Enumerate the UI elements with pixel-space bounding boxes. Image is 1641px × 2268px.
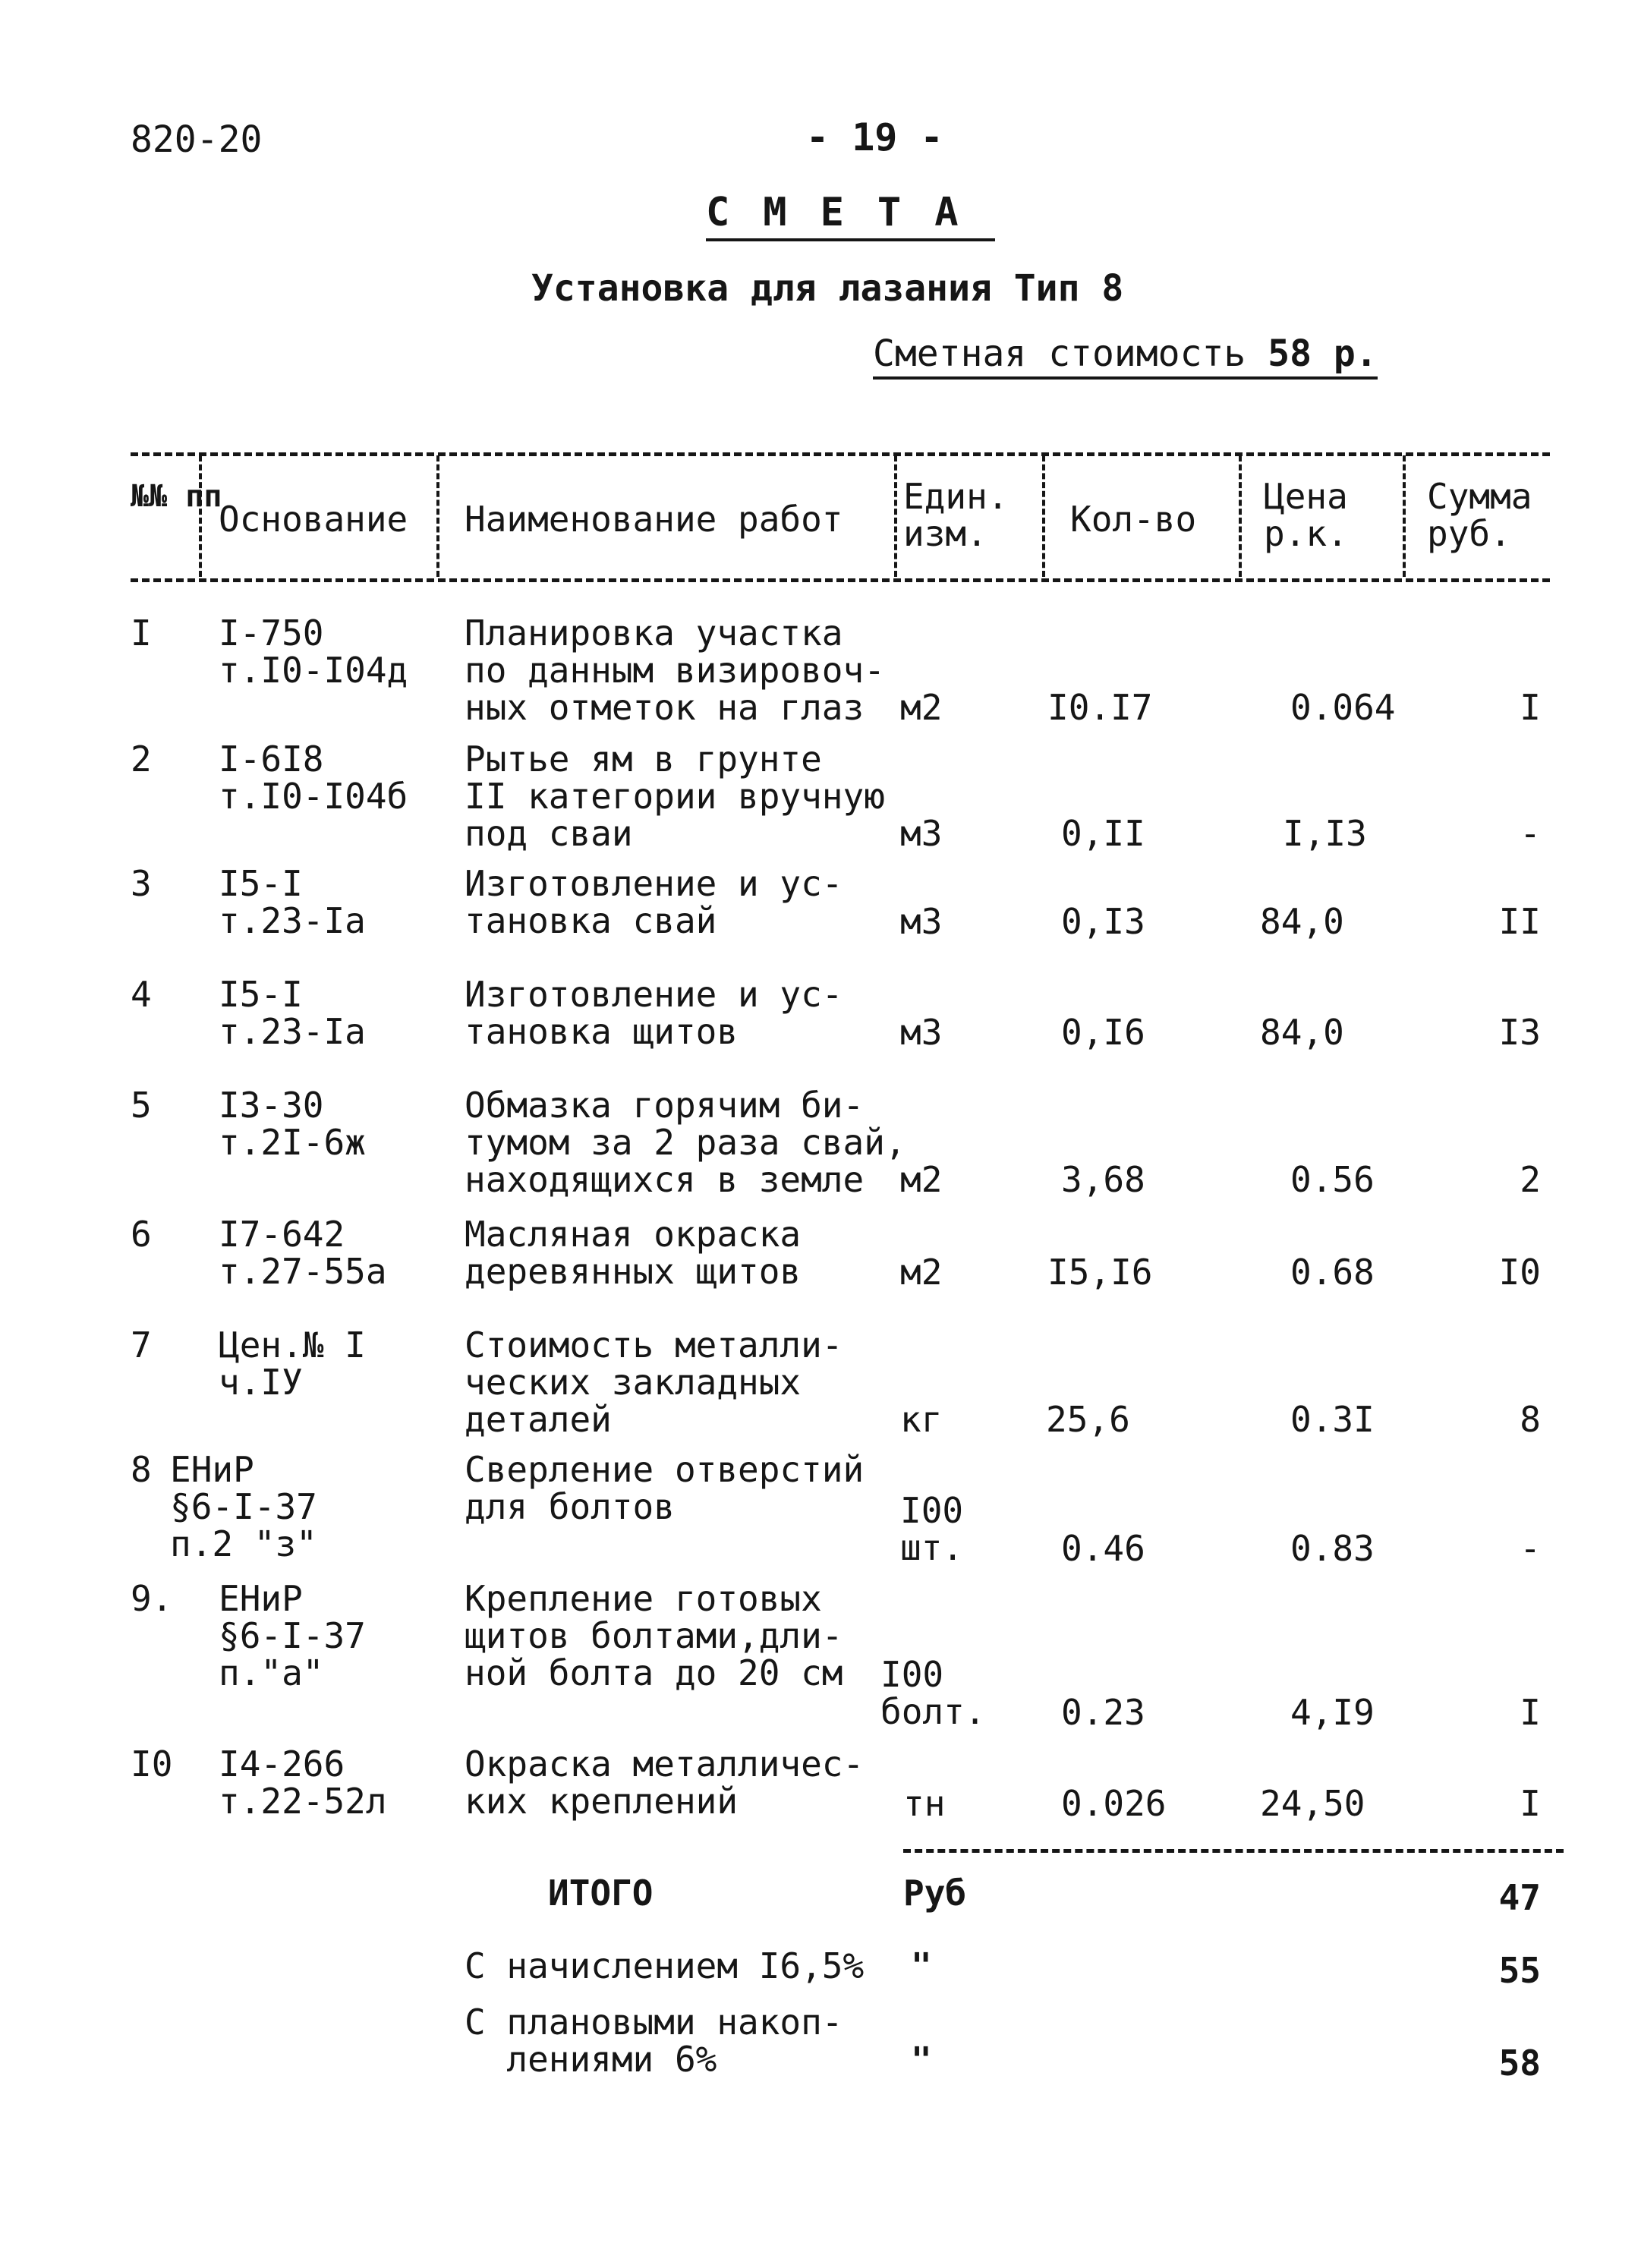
row-unit: м2 — [900, 1159, 943, 1200]
row-unit: м3 — [900, 1012, 943, 1053]
row-work-name: Рытье ям в грунте II категории вручную под сваи — [465, 739, 885, 854]
header-separator — [1042, 455, 1045, 577]
row-work-name: Изготовление и ус- тановка щитов — [465, 974, 843, 1052]
row-unit: м3 — [900, 813, 943, 854]
table-header-bottom-rule — [131, 578, 1550, 582]
header-separator — [1403, 455, 1406, 577]
row-basis: I-750 т.I0-I04д — [219, 613, 408, 691]
row-number: 4 — [131, 974, 152, 1015]
total-label: ИТОГО — [548, 1873, 654, 1914]
totals-rule — [903, 1849, 1564, 1853]
col-header-work-name: Наименование работ — [465, 499, 843, 540]
header-separator — [894, 455, 897, 577]
row-work-name: Стоимость металли- ческих закладных деталей — [465, 1325, 843, 1440]
row-basis: I5-I т.23-Iа — [219, 974, 366, 1052]
row-quantity: 0.46 — [1061, 1528, 1145, 1569]
total-unit: Руб — [903, 1873, 967, 1914]
row-sum: I — [1520, 1692, 1541, 1733]
row-unit: I00 шт. — [900, 1490, 964, 1568]
row-price: 84,0 — [1260, 1012, 1344, 1053]
row-work-name: Планировка участка по данным визировоч- ных отметок на глаз — [465, 613, 885, 728]
row-number: 9. — [131, 1578, 173, 1619]
row-price: 4,I9 — [1290, 1692, 1375, 1733]
row-work-name: Окраска металличес- ких креплений — [465, 1744, 865, 1822]
row-number: 5 — [131, 1085, 152, 1126]
estimated-cost-label: Сметная стоимость — [873, 332, 1246, 375]
row-quantity: 0,II — [1061, 813, 1145, 854]
row-unit: м2 — [900, 687, 943, 728]
row-price: 0.68 — [1290, 1252, 1375, 1293]
row-quantity: 0,I3 — [1061, 901, 1145, 942]
row-unit: м3 — [900, 901, 943, 942]
row-sum: - — [1520, 813, 1541, 854]
estimated-cost-value: 58 р. — [1268, 332, 1378, 375]
row-basis: ЕНиР §6-I-37 п."а" — [219, 1578, 366, 1693]
row-basis: I5-I т.23-Iа — [219, 863, 366, 941]
total-unit: " — [911, 2040, 932, 2081]
row-sum: I0 — [1498, 1252, 1541, 1293]
document-title: СМЕТА — [706, 190, 995, 241]
row-unit: I00 болт. — [880, 1654, 986, 1732]
row-quantity: 0.23 — [1061, 1692, 1145, 1733]
header-separator — [436, 455, 439, 577]
row-price: 0.064 — [1290, 687, 1396, 728]
row-sum: - — [1520, 1528, 1541, 1569]
total-unit: " — [911, 1945, 932, 1986]
col-header-price: Цена р.к. — [1264, 476, 1348, 554]
row-number: 7 — [131, 1325, 152, 1366]
row-quantity: 0.026 — [1061, 1783, 1167, 1824]
page-number: - 19 - — [806, 115, 943, 159]
estimated-cost — [873, 332, 1378, 380]
row-sum: I — [1520, 687, 1541, 728]
col-header-sum: Сумма руб. — [1427, 476, 1532, 554]
row-price: 24,50 — [1260, 1783, 1365, 1824]
header-separator — [199, 455, 202, 577]
row-sum: 8 — [1520, 1399, 1541, 1440]
row-quantity: 25,6 — [1046, 1399, 1130, 1440]
row-quantity: I0.I7 — [1047, 687, 1153, 728]
row-number: 6 — [131, 1214, 152, 1255]
row-number: I — [131, 613, 152, 654]
row-number: 3 — [131, 863, 152, 904]
row-number: I0 — [131, 1744, 173, 1784]
total-value: 55 — [1498, 1950, 1541, 1991]
row-work-name: Крепление готовых щитов болтами,дли- ной болта до 20 см — [465, 1578, 843, 1693]
row-price: 0.56 — [1290, 1159, 1375, 1200]
col-header-number: №№ пп — [131, 479, 222, 514]
row-quantity: 0,I6 — [1061, 1012, 1145, 1053]
col-header-quantity: Кол-во — [1070, 499, 1197, 540]
row-sum: I3 — [1498, 1012, 1541, 1053]
row-number: 2 — [131, 739, 152, 780]
row-sum: II — [1498, 901, 1541, 942]
row-basis: Цен.№ I ч.IУ — [219, 1325, 366, 1403]
row-price: 0.83 — [1290, 1528, 1375, 1569]
row-basis: ЕНиР §6-I-37 п.2 "з" — [170, 1449, 317, 1564]
total-value: 47 — [1498, 1877, 1541, 1918]
row-basis: I4-266 т.22-52л — [219, 1744, 387, 1822]
row-work-name: Сверление отверстий для болтов — [465, 1449, 865, 1527]
row-unit: кг — [900, 1399, 943, 1440]
header-separator — [1239, 455, 1242, 577]
document-subtitle: Установка для лазания Тип 8 — [531, 267, 1124, 310]
row-quantity: I5,I6 — [1047, 1252, 1153, 1293]
row-work-name: Изготовление и ус- тановка свай — [465, 863, 843, 941]
row-unit: тн — [903, 1783, 946, 1824]
row-basis: I7-642 т.27-55а — [219, 1214, 387, 1292]
total-label: С начислением I6,5% — [465, 1945, 865, 1986]
col-header-unit: Един. изм. — [903, 476, 1009, 554]
col-header-basis: Основание — [219, 499, 408, 540]
row-basis: I-6I8 т.I0-I04б — [219, 739, 408, 817]
row-price: 84,0 — [1260, 901, 1344, 942]
table-top-rule — [131, 452, 1550, 456]
row-work-name: Масляная окраска деревянных щитов — [465, 1214, 802, 1292]
total-label: С плановыми накоп- лениями 6% — [465, 2002, 843, 2080]
row-quantity: 3,68 — [1061, 1159, 1145, 1200]
row-unit: м2 — [900, 1252, 943, 1293]
row-basis: I3-30 т.2I-6ж — [219, 1085, 366, 1163]
total-value: 58 — [1498, 2043, 1541, 2084]
row-price: I,I3 — [1283, 813, 1367, 854]
row-sum: 2 — [1520, 1159, 1541, 1200]
row-sum: I — [1520, 1783, 1541, 1824]
document-number: 820-20 — [131, 118, 263, 161]
row-number: 8 — [131, 1449, 152, 1490]
row-work-name: Обмазка горячим би- тумом за 2 раза свай, находящихся в земле — [465, 1085, 906, 1200]
row-price: 0.3I — [1290, 1399, 1375, 1440]
